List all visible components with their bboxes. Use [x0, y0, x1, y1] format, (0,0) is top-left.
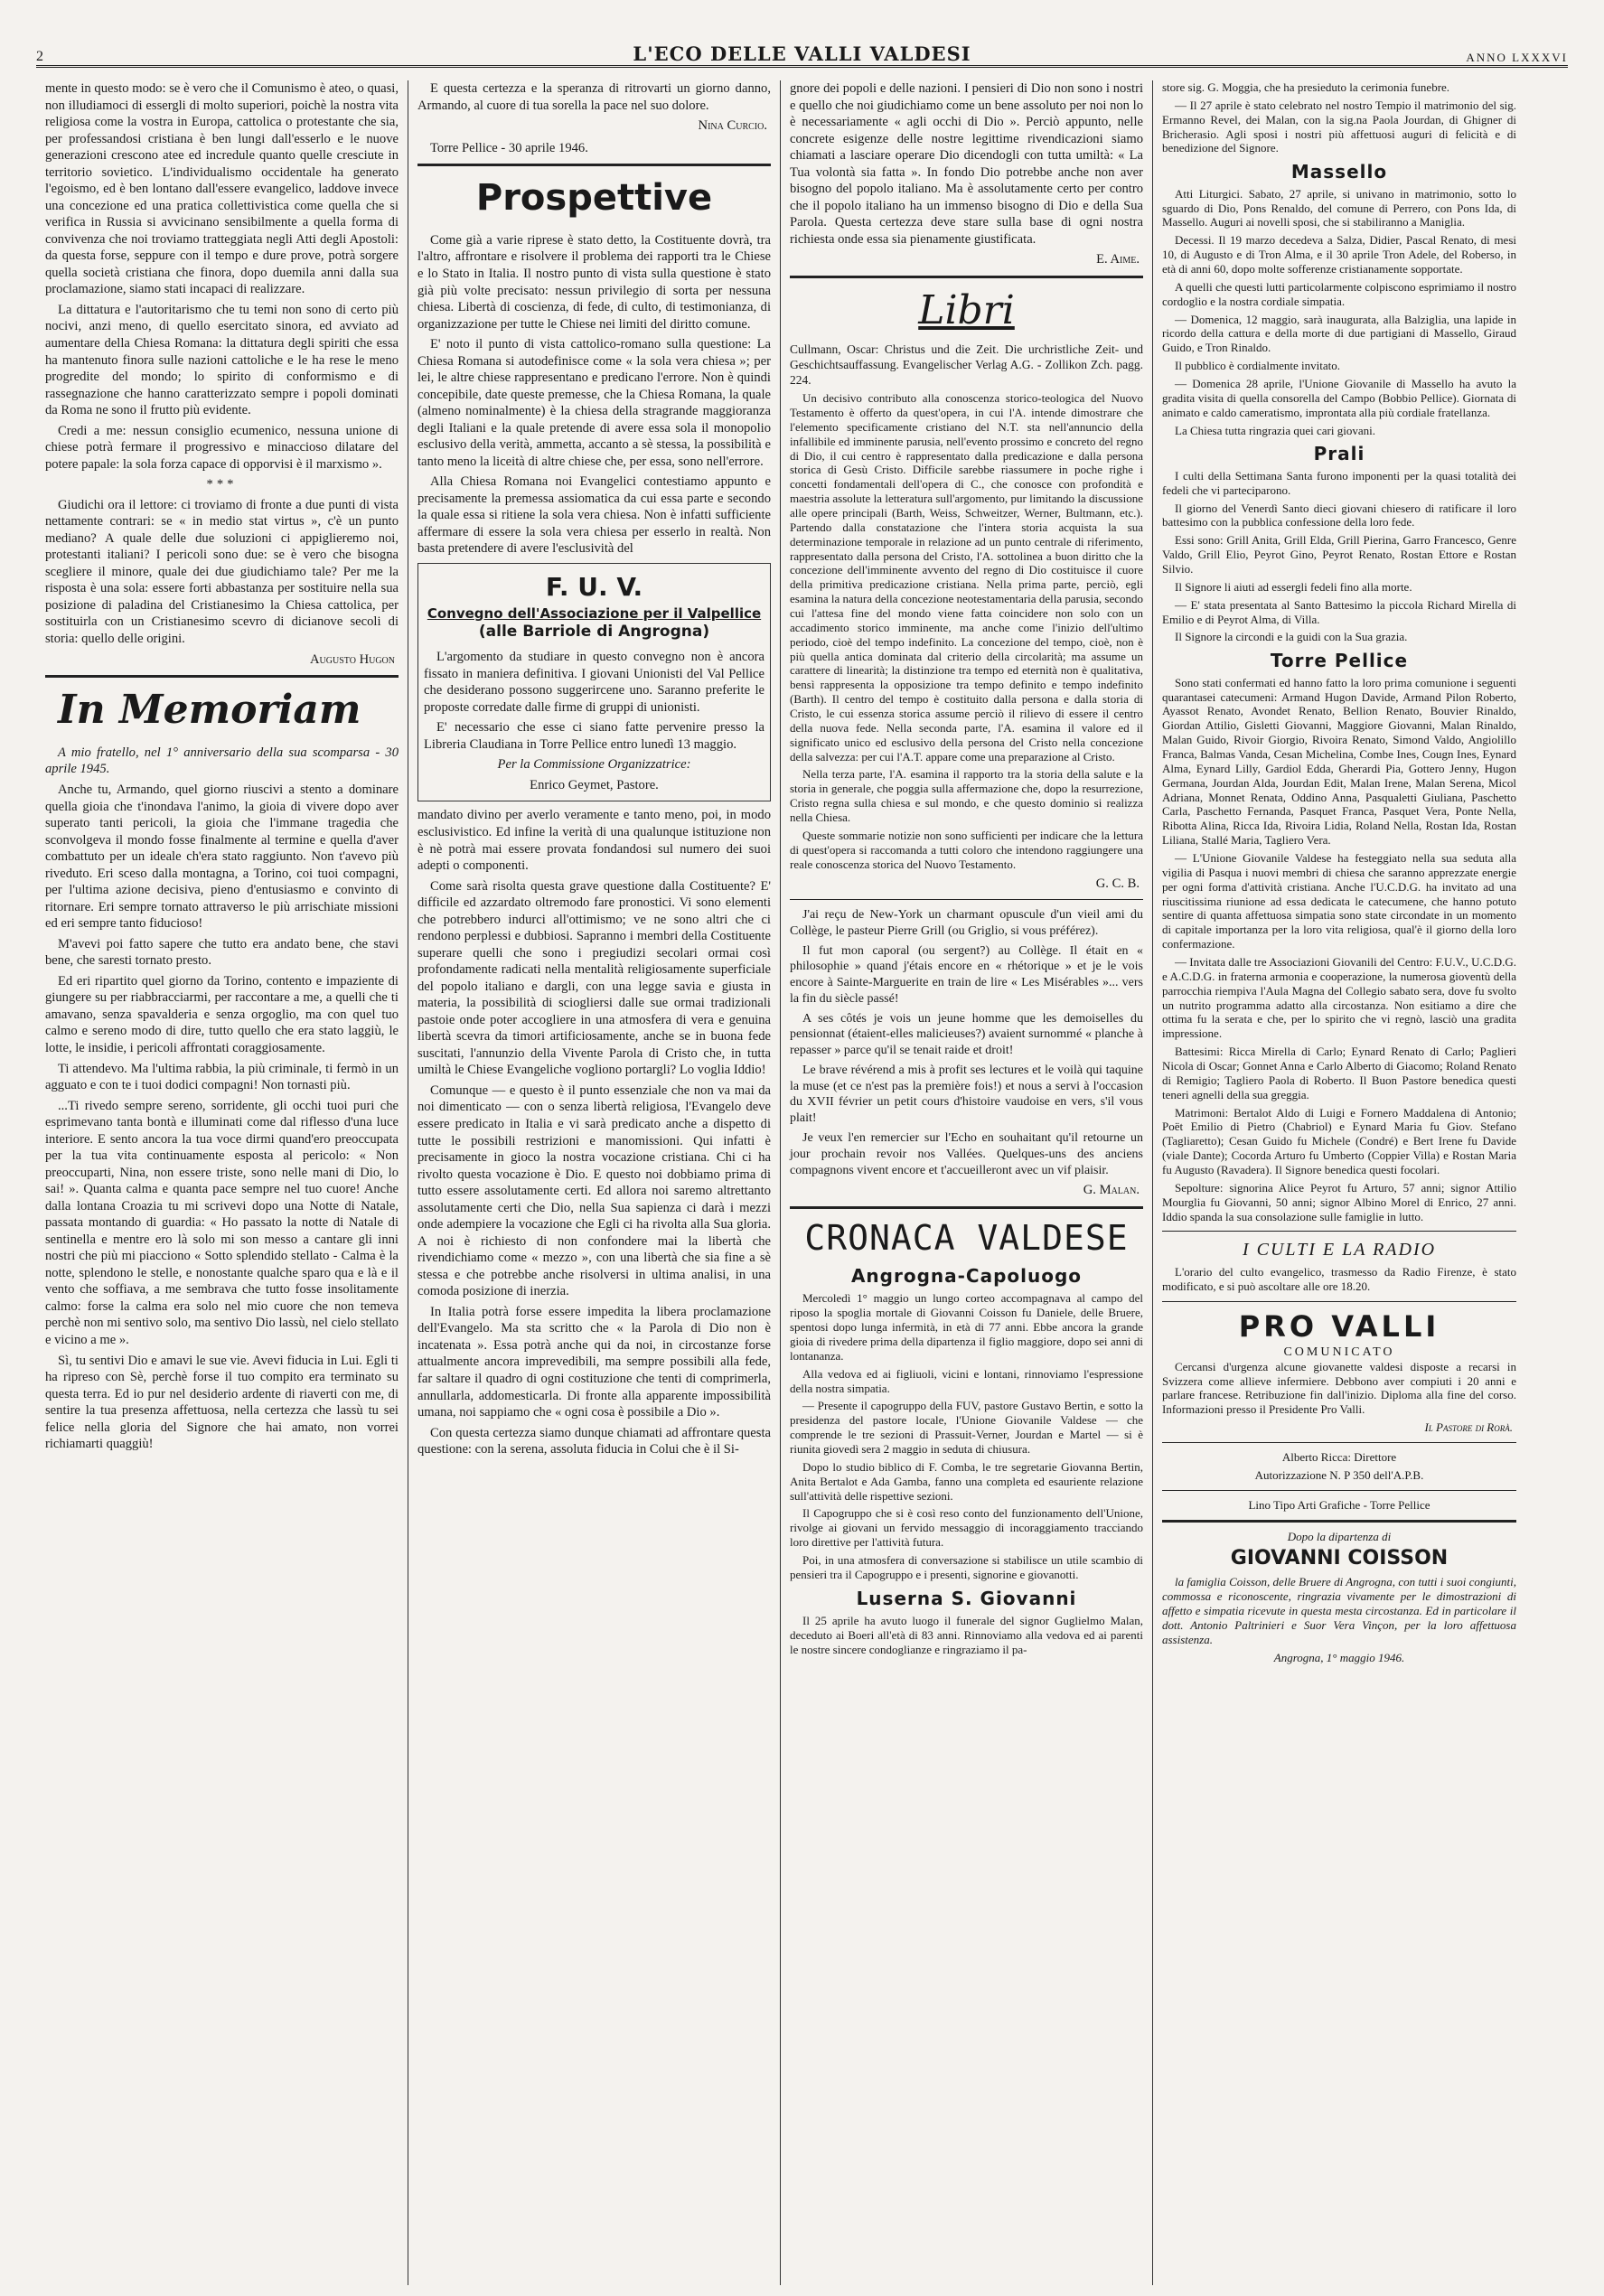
memoriam-dedication: A mio fratello, nel 1° anniversario della sua scomparsa - 30 aprile 1945. — [45, 745, 399, 777]
article-paragraph: La dittatura e l'autoritarismo che tu temi non sono di certo più nocivi, anzi meno, di quello esercitato sinora, ed avviato ad aumentare della Chiesa Romana: la dittatura degli spiriti che essa ha mantenuto finora sulle nazioni cattoliche e le ha rese le meno progredite del mondo; lo spirito di conformismo e di rassegnazione che hanno caratterizzato sempre i popoli dominati da Roma ne sono il frutto più evidente. — [45, 302, 399, 418]
article-paragraph: Ed eri ripartito quel giorno da Torino, contento e impaziente di giungere su per riabbracciarmi, per raccontare a me, a quelli che ti amavano, senza spavalderia e senza orgoglio, ma con quel tuo calmo e sereno modo di dire, tutto quello che era stato laggiù, le lotte, le insidie, i pericoli affrontati coraggiosamente. — [45, 973, 399, 1055]
fuv-convegno-title: Convegno dell'Associazione per il Valpellice — [427, 604, 762, 622]
review-paragraph: Queste sommarie notizie non sono sufficienti per indicare che la lettura di quest'opera si raccomanda a tutti coloro che intendono raggiungere una reale conoscenza storica del Nuovo Testamento. — [790, 828, 1143, 871]
divider — [790, 276, 1143, 278]
author-signature: Augusto Hugon — [310, 651, 395, 667]
news-paragraph: Il Capogruppo che si è così reso conto del funzionamento dell'Unione, rivolge ai giovani un fervido messaggio di incoraggiamento tracciando loro direttive per l'attività futura. — [790, 1506, 1143, 1550]
news-paragraph: — Presente il capogruppo della FUV, pastore Gustavo Bertin, e sotto la presidenza del pastore locale, l'Unione Giovanile Valdese — che comprende le tre sezioni di Prassuit-Verner, Jourdan e Martel — si è riunita giovedì sera 2 maggio in seduta di chiusura. — [790, 1399, 1143, 1457]
culti-radio-heading: I CULTI E LA RADIO — [1242, 1240, 1437, 1260]
french-paragraph: J'ai reçu de New-York un charmant opuscule d'un vieil ami du Collège, le pasteur Pierre Grill (ou Griglio, si vous préférez). — [790, 908, 1143, 938]
news-paragraph: Il Signore la circondi e la guidi con la Sua grazia. — [1175, 630, 1408, 644]
divider — [417, 164, 771, 166]
article-paragraph: E' necessario che esse ci siano fatte pervenire presso la Libreria Claudiana in Torre Pellice entro lunedì 13 maggio. — [424, 720, 764, 752]
author-signature: Nina Curcio. — [698, 118, 767, 134]
news-paragraph: A quelli che questi lutti particolarmente colpiscono esprimiamo il nostro cordoglio e la nostra cordiale simpatia. — [1162, 279, 1516, 308]
book-reference: Cullmann, Oscar: Christus und die Zeit. Die urchristliche Zeit- und Geschichtsauffassung. Evangelischer Verlag A.G. - Zollikon Zch. pagg. 224. — [790, 342, 1143, 387]
news-paragraph: — Domenica 28 aprile, l'Unione Giovanile di Massello ha avuto la gradita visita di quella consorella del Campo (Bobbio Pellice). Giornata di animato e caldo cameratismo, improntata alla più cordiale fratellanza. — [1162, 377, 1516, 419]
article-paragraph: L'argomento da studiare in questo convegno non è ancora fissato in maniera definitiva. I giovani Unionisti del Val Pellice che desiderano possono suggerircene uno. Saranno preferite le proposte corredate dalle firme di gruppi di unionisti. — [424, 650, 764, 715]
author-signature: E. Aime. — [1096, 252, 1140, 267]
article-paragraph: E' noto il punto di vista cattolico-romano sulla questione: La Chiesa Romana si autodefinisce come « la sola vera chiesa »; per lei, le altre chiese rappresentano e predicano l'errore. Non è quindi concepibile, date queste premesse, che la Chiesa Romana, la quale (almeno nominalmente) è la chiesa della stragrande maggioranza degli Italiani e la quale pretende di avere essa sola il monopolio esclusivo della verità, ammetta, accanto a sè stessa, la possibilità e tanto meno la liceità di altre chiese che, per essa, sono nell'errore. — [417, 337, 771, 469]
column-1 — [36, 80, 408, 2285]
masthead — [36, 27, 1568, 68]
article-paragraph: Sì, tu sentivi Dio e amavi le sue vie. Avevi fiducia in Lui. Egli ti ha ripreso con Sè, perchè forse il tuo compito era terminato su questa terra. Ed io pur nel desiderio ardente di riaverti con me, di sentire la tua presenza affettuosa, nella certezza che lassù tu sei felice nella gloria del Signore che hai amato, non vorrei richiamarti quaggiù! — [45, 1353, 399, 1452]
divider — [790, 899, 1143, 900]
obituary-date: Angrogna, 1° maggio 1946. — [1273, 1650, 1405, 1664]
news-paragraph: Matrimoni: Bertalot Aldo di Luigi e Fornero Maddalena di Antonio; Poët Emilio di Pietro (Chabriol) e Eynard Maria fu Giov. Stefano (Tagliaretto); Cesan Guido fu Michele (Condré) e Bert Irene fu Davide (viale Dante); Cocorda Arturo fu Umberto (Coppier Villa) e Rostan Maria fu Augusto (Ravadera). Il Signore benedica questi focolari. — [1162, 1105, 1516, 1177]
location-heading: Massello — [1290, 161, 1388, 183]
news-paragraph: Decessi. Il 19 marzo decedeva a Salza, Didier, Pascal Renato, di mesi 10, di Augusto e di Tron Alma, e il 30 aprile Tron Adele, del Roberso, in età di anni 60, dopo molte sofferenze cristianamente sopportate. — [1162, 233, 1516, 276]
article-paragraph: M'avevi poi fatto sapere che tutto era andato bene, che stavi bene, che saresti tornato presto. — [45, 936, 399, 969]
cronaca-heading: CRONACA VALDESE — [804, 1217, 1129, 1258]
article-paragraph: E questa certezza e la speranza di ritrovarti un giorno danno, Armando, al cuore di tua sorella la pace nel suo dolore. — [417, 81, 771, 113]
news-paragraph: Alla vedova ed ai figliuoli, vicini e lontani, rinnoviamo l'espressione della nostra simpatia. — [790, 1366, 1143, 1395]
columns — [36, 80, 1568, 2285]
news-paragraph: Essi sono: Grill Anita, Grill Elda, Grill Pierina, Garro Francesco, Genre Valdo, Grill Elio, Peyrot Gino, Peyrot Renato, Rostan Ettore e Rostan Silvio. — [1162, 533, 1516, 576]
article-paragraph: In Italia potrà forse essere impedita la libera proclamazione dell'Evangelo. Ma sta scritto che « la Parola di Dio non è incatenata ». Essa potrà anche qui da noi, in circostanze forse attualmente ancora imprevedibili, ma sempre possibili alla fede, far saltare il quadro di ogni costituzione che tenti di comprimerla, annullarla, addomesticarla. Di fronte alla apparente impossibilità umana, noi sappiamo che « ogni cosa è possibile a Dio ». — [417, 1304, 771, 1420]
obituary-name: GIOVANNI COISSON — [1230, 1547, 1449, 1570]
news-paragraph: Mercoledì 1° maggio un lungo corteo accompagnava al campo del riposo la spoglia mortale di Giovanni Coisson fu Daniele, delle Bruere, spentosi dopo lunga infermità, in età di 77 anni. Ebbe ancora la grande gioia di rivedere prima della dipartenza il figlio maggiore, dopo sei anni di lontananza. — [790, 1291, 1143, 1363]
news-paragraph: Cercansi d'urgenza alcune giovanette valdesi disposte a recarsi in Svizzera come allieve infermiere. Debbono aver compiuti i 20 anni e parlare francese. Retribuzione fin dall'inizio. Diploma alla fine del corso. Informazioni presso il Presidente Pro Valli. — [1162, 1359, 1516, 1417]
column-4 — [1153, 80, 1525, 2285]
news-paragraph: — Invitata dalle tre Associazioni Giovanili del Centro: F.U.V., U.C.D.G. e A.C.D.G. in fraterna armonia e cooperazione, la numerosa gioventù della parrocchia riempiva l'Aula Magna del Collegio sabato sera, dove fu svolto un nutrito programma adatto alla circostanza. Non esitiamo a dire che ottima fu la serata e che, per lo spirito che vi regnò, lasciò una gradita impressione. — [1162, 955, 1516, 1041]
fuv-heading: F. U. V. — [545, 572, 643, 603]
fuv-notice-box — [417, 563, 771, 801]
news-paragraph: Il giorno del Venerdì Santo dieci giovani chiesero di ratificare il loro battesimo con la pubblica confessione della loro fede. — [1162, 501, 1516, 529]
author-signature: G. C. B. — [1095, 876, 1140, 891]
news-paragraph: Il pubblico è cordialmente invitato. — [1175, 359, 1341, 373]
french-paragraph: Le brave révérend a mis à profit ses lectures et le voilà qui taquine la muse (et ce n'est pas la première fois!) et nous a servi à l'occasion du XVII février un petit cours d'histoire vaudoise en vers, s'il vous plait! — [790, 1063, 1143, 1126]
french-paragraph: Je veux l'en remercier sur l'Echo en souhaitant qu'il retourne un jour prochain revoir nos Vallées. Quelques-uns des anciens compagnons vivent encore et t'accueilleront avec un vif plaisir. — [790, 1130, 1143, 1177]
news-paragraph: — Domenica, 12 maggio, sarà inaugurata, alla Balziglia, una lapide in ricordo della cattura e della morte di due partigiani di Massello, Giraud Guido, e Tron Rinaldo. — [1162, 312, 1516, 355]
article-paragraph: Anche tu, Armando, quel giorno riuscivi a stento a dominare quella gioia che t'inondava l'animo, la gioia di vivere dopo aver superato tanti pericoli, la gioia che l'immane tragedia che sconvolgeva il mondo fosse finalmente al termine e quella d'aver combattuto per un ideale ch'era stato raggiunto. Non t'avevo più riveduto. Eri sceso dalla montagna, a Torino, coi tuoi compagni, per l'ultima azione decisiva, pieno d'entusiasmo e convinto di ritornare. Eri sempre tornato attraverso le più arrischiate missioni ed eri sempre tanto fiducioso! — [45, 783, 399, 932]
column-2 — [408, 80, 781, 2285]
news-paragraph: Dopo lo studio biblico di F. Comba, le tre segretarie Giovanna Bertin, Anita Bertalot e Ada Gamba, fanno una completa ed esauriente relazione sull'attività delle rispettive sezioni. — [790, 1459, 1143, 1503]
author-signature: Il Pastore di Rorà. — [1424, 1420, 1513, 1435]
article-paragraph: Ti attendevo. Ma l'ultima rabbia, la più criminale, ti fermò in un agguato e con te i tuoi dodici compagni! Non tornasti più. — [45, 1061, 399, 1093]
divider — [1162, 1490, 1516, 1491]
news-paragraph: Poi, in una atmosfera di conversazione si stabilisce un utile scambio di pensieri tra il Capogruppo e i presenti, signorine e giovanotti. — [790, 1553, 1143, 1581]
article-paragraph: mente in questo modo: se è vero che il Comunismo è ateo, o quasi, non illudiamoci di essergli di molto superiori, poichè la nostra vita religiosa come la vostra in Europa, cattolica o protestante che sia, per professandosi cristiana è ben lungi dall'esserlo e le nuove generazioni crescono atee ed incredule quanto quelle cresciute in territorio sovietico. L'individualismo occidentale ha generato l'egoismo, ed è ben lontano dall'essere evangelico, laddove invece una concezione ed una pratica collettivistica come quella che si verifica in Russia si avvicinano sensibilmente a quella forma di convivenza che noi troviamo tratteggiata negli Atti degli Apostoli: da questa forse, seppure con il tempo e dure prove, potrà sorgere quella società cristiana che finora, dopo duemila anni dalla sua proclamazione, siamo stati incapaci di realizzare. — [45, 81, 399, 297]
edition-label: ANNO LXXXVI — [1466, 51, 1568, 64]
french-paragraph: A ses côtés je vois un jeune homme que les demoiselles du pensionnat (étaient-elles malicieuses?) avaient surnommé « planche à repasser » parce qu'il se tenait raide et droit! — [790, 1011, 1143, 1058]
printer-line: Lino Tipo Arti Grafiche - Torre Pellice — [1248, 1497, 1430, 1512]
article-paragraph: Alla Chiesa Romana noi Evangelici contestiamo appunto e precisamente la premessa assiomatica da cui essa parte e secondo la quale essa si ritiene la sola vera chiesa. Non è infatti sufficiente affermare di essere la sola vera chiesa per esserlo in realtà. Non basta pretendere di avere l'esclusività del — [417, 474, 771, 557]
article-date: Torre Pellice - 30 aprile 1946. — [430, 140, 588, 155]
news-paragraph: L'orario del culto evangelico, trasmesso da Radio Firenze, è stato modificato, e si può ascoltare alle ore 18.20. — [1162, 1264, 1516, 1293]
divider — [790, 1206, 1143, 1209]
news-paragraph: — L'Unione Giovanile Valdese ha festeggiato nella sua seduta alla vigilia di Pasqua i nuovi membri di chiesa che saranno apprezzate energie per ogni forma d'attività cristiana. Anche l'U.C.D.G. ha invitato ad una riuscitissima riunione ad essa dedicata le catecumene, che hanno potuto sentire di quanta affettuosa simpatia sono state circondate in un momento di capitale importanza per la loro vita religiosa, qual'è il giorno della loro confermazione. — [1162, 850, 1516, 951]
location-heading: Angrogna-Capoluogo — [850, 1265, 1083, 1288]
article-paragraph: mandato divino per averlo veramente e tanto meno, poi, in modo esclusivistico. Ed infine la verità di una qualunque istituzione non è nè potrà mai essere provata fondandosi sul numero dei suoi adepti o componenti. — [417, 808, 771, 874]
article-paragraph: ...Ti rivedo sempre sereno, sorridente, gli occhi tuoi puri che esprimevano tanta bontà e illuminati come dal riflesso d'una luce interiore. E sento ancora la tua voce dirmi quand'ero preoccupata per la tua vita continuamente esposta al pericolo: « Non preoccuparti, Nina, non essere triste, sono nelle mani di Dio, lo sai! ». Quanta calma e quanta pace sempre nel tuo cuore! Anche dalla lontana Croazia tu mi scrivevi dopo una Notte di Natale, passata montando di guardia: « Ho passato la notte di Natale di sentinella e mentre ero là solo mi son messo a cantare gli inni nostri che più mi piacciono « Sotto splendido stellato - Calma è la notte, splendono le stelle, e nonostante qualche sparo qua e là e il vento che soffiava, a me sembrava che tutto fosse insolitamente calmo: forse la calma era solo nel mio cuore che non temeva perchè non mi sentivo solo, ma sentivo Dio lassù, nel cielo stellato e vicino a me ». — [45, 1098, 399, 1347]
prospettive-heading: Prospettive — [475, 177, 713, 220]
review-paragraph: Un decisivo contributo alla conoscenza storico-teologica del Nuovo Testamento è offerto da quest'opera, in cui l'A. intende dimostrare che l'elemento specificamente cristiano del N.T. sta nell'annuncio della infallibile ed imminente parusia, nell'evento prossimo e concreto del regno di Dio, il cui centro è rappresentato dalla predicazione e dalla persona storica di Gesù Cristo. Difficile sarebbe riassumere in poche righe i concetti fondamentali dell'opera di C., che conosce con profondità e maestria assolute la letteratura sull'argomento, pur limitando la discussione alle opere principali (Barth, Weiss, Schweitzer, Werner, Bultmann, etc.). Partendo dalla constatazione che l'intera storia acquista la sua determinazione temporale in relazione ad un punto centrale di riferimento, rappresentato dalla persona del Cristo, l'A. sottolinea a buon diritto che la concezione dell'imminente avvento del regno di Dio costituisce il cuore della primitiva predicazione cristiana. Nella prima parte, perciò, egli esamina la natura della concezione neotestamentaria della parusia, secondo cui l'attesa fine del mondo viene fatta coincidere non solo con un accadimento storico imminente, ma anche come l'inizio dell'ultimo periodo, cioè del tempo indefinito. La concezione del tempo, cioè, non è più quella antica dominata dal criterio della circolarità; ma assume un carattere di linearità; la distinzione tra tempo ed eternità non è qualitativa, bensì rappresenta la opposizione tra tempo definito e tempo indefinito (Barth). Il centro del tempo è costituito dalla persona e dalla storia di Cristo, le cui essenza storica assume perciò il rilievo di essere il centro della nuova fede. Nella seconda parte, l'A. esamina il valore ed il significato unico ed esclusivo della persona del Cristo nella concezione della salvezza: per cui l'A.T. appare come una preparazione al Cristo. — [790, 391, 1143, 764]
news-paragraph: Sepolture: signorina Alice Peyrot fu Arturo, 57 anni; signor Attilio Mourglia fu Giovanni, 50 anni; signor Albino Morel di Enrico, 27 anni. Iddio spanda la sua consolazione sulle famiglie in lutto. — [1162, 1180, 1516, 1223]
fuv-signature-role: Per la Commissione Organizzatrice: — [497, 757, 691, 773]
obituary-intro: Dopo la dipartenza di — [1287, 1529, 1392, 1543]
news-paragraph: — Il 27 aprile è stato celebrato nel nostro Tempio il matrimonio del sig. Ermanno Revel, dei Malan, con la sig.na Paola Jourdan, di Ghigner di Bricherasio. Agli sposi i nostri più affettuosi auguri di felicità e di benedizione del Signore. — [1162, 98, 1516, 155]
news-paragraph: Il 25 aprile ha avuto luogo il funerale del signor Guglielmo Malan, deceduto ai Boeri all'età di 83 anni. Rinnoviamo alla vedova ed ai parenti le nostre sincere condoglianze e ringraziamo il pa- — [790, 1614, 1143, 1656]
article-paragraph: Come sarà risolta questa grave questione dalla Costituente? E' difficile ed azzardato oltremodo fare pronostici. Vi sono elementi che potrebbero indurci all'ottimismo; ve ne sono altri che ci rendono perplessi e dubbiosi. Sapranno i membri della Costituente superare quelli che sono i pregiudizi secolari ormai così profondamente radicati nella mentalità religiosamente superficiale del popolo italiano e dargli, con una legge savia e giusta in materia, la possibilità di sciogliersi dalle sue ormai tradizionali pastoie onde poter accogliere in una atmosfera di vera e genuina libertà scevra da timori artificiosamente, anche se in buona fede suscitati, l'annunzio della Vivente Parola di Cristo che, in tutta umiltà le Chiese Evangeliche vogliono portargli? Lo voglia Iddio! — [417, 878, 771, 1078]
news-paragraph: Atti Liturgici. Sabato, 27 aprile, si univano in matrimonio, sotto lo sguardo di Dio, Pons Renaldo, del comune di Perrero, con Pons Ida, di Massello. Auguri ai novelli sposi, che si stabiliranno a Maniglia. — [1162, 186, 1516, 230]
article-paragraph: Con questa certezza siamo dunque chiamati ad affrontare questa questione: con la serena, assoluta fiducia in Colui che è il Si- — [417, 1425, 771, 1457]
page-number: 2 — [36, 49, 43, 64]
news-paragraph: I culti della Settimana Santa furono imponenti per la quasi totalità dei fedeli che vi parteciparono. — [1162, 468, 1516, 497]
article-paragraph: gnore dei popoli e delle nazioni. I pensieri di Dio non sono i nostri e quello che noi giudichiamo come un bene assoluto per noi non lo è necessariamente « agli occhi di Dio ». Perciò appunto, nelle concrete esigenze delle nostre legittime rivendicazioni siamo chiamati a lasciare operare Dio dicendogli con tutta umiltà: « La Tua volontà sia fatta ». In fondo Dio potrebbe anche non aver bisogno del popolo italiano. Ma è assolutamente certo per contro che il popolo italiano ha un immenso bisogno di Dio e della Sua Parola. Questa certezza deve stare sulla base di ogni nostra richiesta onde essa sia pienamente giustificata. — [790, 81, 1143, 247]
location-heading: Prali — [1313, 443, 1365, 465]
pro-valli-heading: PRO VALLI — [1238, 1308, 1440, 1344]
section-separator: *** — [206, 477, 238, 492]
article-paragraph: Come già a varie riprese è stato detto, la Costituente dovrà, tra l'altro, affrontare e risolvere il problema dei rapporti tra le Chiese e lo Stato in Italia. Il nostro punto di vista sulla questione è stato già più volte precisato: nessun privilegio di sorta per nessuna chiesa. Libertà di coscienza, di fede, di culto, di testimonianza, di organizzazione per tutte le Chiese nei limiti del diritto comune. — [417, 232, 771, 332]
obituary-text: la famiglia Coisson, delle Bruere di Angrogna, con tutti i suoi congiunti, commossa e riconoscente, ringrazia vivamente per le dimostrazioni di affetto e simpatia ricevute in questa mesta circostanza. Ed in particolare il dott. Antonio Paltrinieri e Suor Vera Vinçon, per la loro affettuosa assistenza. — [1162, 1575, 1516, 1646]
fuv-location: (alle Barriole di Angrogna) — [478, 622, 710, 641]
article-paragraph: Comunque — e questo è il punto essenziale che non va mai da noi dimenticato — con o senza libertà religiosa, l'Evangelo deve essere predicato in Italia e vi sarà predicato anche a dispetto di tutte le possibili restrizioni e manomissioni. Qui infatti è precisamente in gioco la nostra vocazione cristiana. Chi ci ha rivolto questa vocazione è Dio. E questo noi dobbiamo prima di tutto essere assolutamente certi. Ed allora noi saremo altrettanto assolutamente certi che Dio, nella Sua sapienza ci darà i mezzi onde adempiere la vocazione che Egli ci ha rivolta alla Sua gloria. A noi è richiesto di non confondere mai la libertà che rivendichiamo come « mezzo », con una libertà che sia fine a sè stessa e che potrebbe anche risolversi in ultima analisi, in una comoda posizione di inerzia. — [417, 1082, 771, 1299]
french-paragraph: Il fut mon caporal (ou sergent?) au Collège. Il était en « philosophie » quand j'étais encore en « rhétorique » et je le vois encore à Sainte-Marguerite en train de lire « Les Misérables »... vers la fin du siècle passé! — [790, 943, 1143, 1006]
fuv-signature-name: Enrico Geymet, Pastore. — [530, 777, 659, 792]
newspaper-title: L'ECO DELLE VALLI VALDESI — [633, 42, 971, 65]
divider — [1162, 1520, 1516, 1523]
news-paragraph: Sono stati confermati ed hanno fatto la loro prima comunione i seguenti quarantasei catecumeni: Armand Hugon Davide, Armand Pilon Roberto, Ayassot Renato, Avondet Renato, Bellion Renato, Bouvier Rinaldo, Giordan Attilio, Gisletti Giovanni, Maggiore Giovanni, Malan Rinaldo, Malan Guido, Rivoir Giorgio, Rivoira Renato, Simond Valdo, Angiolillo Franca, Balmas Vanda, Cesan Michelina, Combe Ines, Cougn Ines, Eynard Alma, Eynard Lilly, Gardiol Edda, Gherardi Pia, Gottero Jenny, Hugon Germana, Jourdan Alda, Jourdan Edit, Malan Irene, Malan Serena, Micol Adriana, Monnet Renata, Oddino Anna, Pasqualetti Giuliana, Paschetto Carla, Paschetto Fernanda, Pasquet Franca, Pasquet Vera, Ponte Nella, Ribotta Alina, Ricca Ida, Rivoira Lidia, Roland Nella, Rostan Ida, Rostan Liliana, Stallé Maria, Tagliero Vera. — [1162, 675, 1516, 848]
news-paragraph: Battesimi: Ricca Mirella di Carlo; Eynard Renato di Carlo; Paglieri Nicola di Oscar; Gonnet Anna e Carlo Alberto di Giacomo; Roland Renato di Remigio; Tagliero Paola di Roberto. Il Buon Pastore benedica questi teneri agnelli della sua greggia. — [1162, 1045, 1516, 1101]
review-paragraph: Nella terza parte, l'A. esamina il rapporto tra la storia della salute e la storia in generale, che poggia sulla affermazione che, dopo la resurrezione, Cristo regna sulla chiesa e sul mondo, e che questo dominio si realizza nella Chiesa. — [790, 767, 1143, 825]
director-line: Alberto Ricca: Direttore — [1281, 1449, 1397, 1464]
location-heading: Torre Pellice — [1270, 650, 1409, 672]
memoriam-heading: In Memoriam — [58, 687, 361, 734]
news-paragraph: store sig. G. Moggia, che ha presieduto la cerimonia funebre. — [1162, 80, 1450, 94]
comunicato-label: COMUNICATO — [1283, 1345, 1395, 1359]
column-3 — [781, 80, 1153, 2285]
news-paragraph: — E' stata presentata al Santo Battesimo la piccola Richard Mirella di Emilio e di Peyrot Alma, di Villa. — [1162, 597, 1516, 626]
news-paragraph: La Chiesa tutta ringrazia quei cari giovani. — [1175, 423, 1375, 437]
article-paragraph: Credi a me: nessun consiglio ecumenico, nessuna unione di chiese potrà fermare il progressivo e minaccioso dilatare del potere papale: la sola forza capace di opporvisi è il marxismo ». — [45, 423, 399, 472]
news-paragraph: Il Signore li aiuti ad essergli fedeli fino alla morte. — [1175, 579, 1412, 594]
authorization-line: Autorizzazione N. P 350 dell'A.P.B. — [1254, 1467, 1424, 1482]
libri-heading: Libri — [918, 286, 1015, 333]
divider — [1162, 1442, 1516, 1443]
article-paragraph: Giudichi ora il lettore: ci troviamo di fronte a due punti di vista nettamente contrari: se « in medio stat virtus », c'è un punto mediano? A quale delle due soluzioni ci appiglieremo noi, protestanti italiani? I pericoli sono due: se è vero che bisogna scegliere il minore, quale dei due giudichiamo tale? Per me la risposta è una sola: essere forti abbastanza per sostituire nella sua posizione di paladina del Cristianesimo la Chiesa cattolica, per sostituirla con un Cristianesimo scevro di dicianove secoli di storia: quello delle origini. — [45, 497, 399, 646]
location-heading: Luserna S. Giovanni — [856, 1587, 1077, 1609]
divider — [45, 675, 399, 678]
author-signature: G. Malan. — [1083, 1183, 1140, 1198]
divider — [1162, 1301, 1516, 1302]
divider — [1162, 1231, 1516, 1232]
